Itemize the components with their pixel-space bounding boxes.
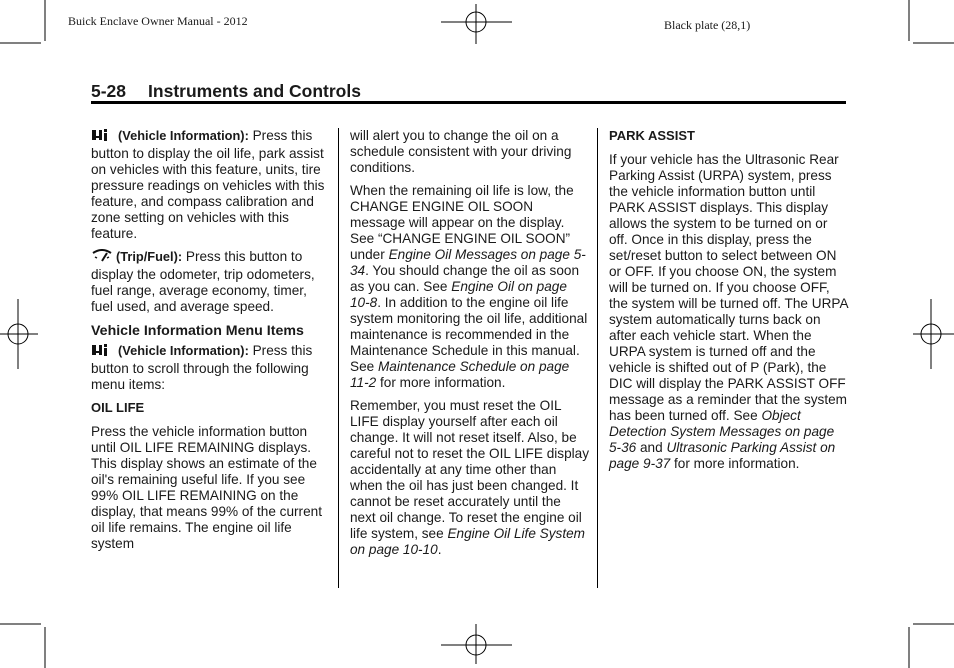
body-text: Press the vehicle information button until OIL LIFE REMAINING displays. This display shows an estimate of the oil's remaining useful life. If you see 99% OIL LIFE REMAINING on the display, that means 99% of the current oil life remains. The engine oil life system: [91, 424, 322, 551]
paragraph: [609, 152, 849, 472]
body-text: for more information.: [379, 375, 506, 390]
subheading: OIL LIFE: [91, 400, 145, 415]
vehicle-information-icon: [91, 343, 115, 361]
column-3: [609, 128, 849, 479]
body-text: If your vehicle has the Ultrasonic Rear Parking Assist (URPA) system, press the vehicle information button until PARK ASSIST displays. This display allows the system to be turned on or off. Once in this display, press the set/reset button to select between ON or OFF. If you choose ON, the system will be turned on. If you choose OFF, the system will be turned off. The URPA system automatically turns back on after each vehicle start. When the URPA system is turned off and the vehicle is shifted out of P (Park), the DIC will display the PARK ASSIST OFF message as a reminder that the system has been turned off. See: [609, 152, 848, 423]
body-text: When the remaining oil life is low, the CHANGE ENGINE OIL SOON message will appear on the display. See “CHANGE ENGINE OIL SOON” under: [350, 183, 574, 262]
manual-title: Buick Enclave Owner Manual - 2012: [68, 14, 248, 28]
paragraph: [350, 398, 590, 558]
button-label: (Vehicle Information):: [118, 128, 249, 143]
body-text: See: [350, 359, 375, 374]
cross-reference[interactable]: Engine Oil Messages on page 5-34: [350, 247, 586, 278]
paragraph: [350, 128, 590, 176]
paragraph: [91, 128, 331, 242]
column-1: [91, 128, 331, 559]
cross-reference[interactable]: Ultrasonic Parking Assist on page 9-37: [609, 440, 836, 471]
body-text: and: [640, 440, 663, 455]
paragraph: [91, 343, 331, 393]
button-label: (Vehicle Information):: [118, 343, 249, 358]
subheading: PARK ASSIST: [609, 128, 695, 143]
paragraph: [91, 424, 331, 552]
body-text: Press this button to scroll through the following menu items:: [91, 343, 313, 392]
header-rule: [91, 101, 846, 104]
body-text: will alert you to change the oil on a schedule consistent with your driving conditions.: [350, 128, 572, 175]
trip-fuel-icon: [91, 249, 113, 267]
cross-reference[interactable]: Engine Oil on page 10-8: [350, 279, 567, 310]
cross-reference[interactable]: Engine Oil Life System on page 10-10: [350, 526, 585, 557]
section-title: Instruments and Controls: [148, 81, 361, 101]
body-text: for more information.: [674, 456, 800, 471]
cross-reference[interactable]: Maintenance Schedule on page 11-2: [350, 359, 570, 390]
body-text: . In addition to the engine oil life system monitoring the oil life, additional maintenance is recommended in the Maintenance Schedule in this manual.: [350, 295, 588, 358]
paragraph: [91, 249, 331, 315]
body-text: . You should change the oil as soon as you can. See: [350, 263, 580, 294]
column-2: [350, 128, 590, 565]
body-text: Remember, you must reset the OIL LIFE display yourself after each oil change. It will not reset itself. Also, be careful not to reset the OIL LIFE display accidentally at any time other than when the oil has just been changed. It cannot be reset accurately until the next oil change. To reset the engine oil life system, see: [350, 398, 590, 541]
cross-reference[interactable]: Object Detection System Messages on page 5-36: [609, 408, 835, 455]
body-text: .: [437, 542, 442, 557]
paragraph: [350, 183, 590, 391]
vehicle-information-icon: [91, 128, 115, 146]
body-text: Press this button to display the oil life, park assist on vehicles with this feature, units, tire pressure readings on vehicles with this feature, and compass calibration and zone setting on vehicles with this feature.: [91, 128, 325, 241]
column-divider: [338, 128, 339, 588]
button-label: (Trip/Fuel):: [116, 249, 183, 264]
body-text: Press this button to display the odometer, trip odometers, fuel range, average economy, timer, fuel used, and average speed.: [91, 249, 315, 314]
page-number: 5-28: [91, 81, 127, 101]
page-title: [91, 81, 361, 102]
plate-label: Black plate (28,1): [664, 18, 751, 32]
column-divider: [597, 128, 598, 588]
subheading: Vehicle Information Menu Items: [91, 323, 304, 339]
